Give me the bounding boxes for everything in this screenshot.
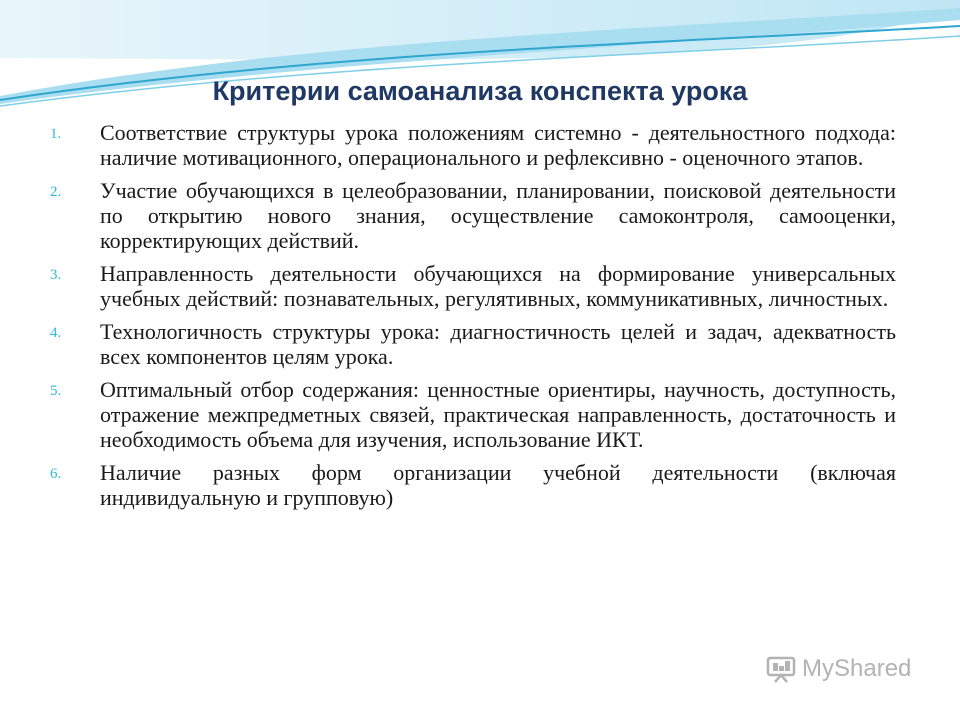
item-text: Наличие разных форм организации учебной деятельности (включая индивидуальную и групповую) [100,460,896,510]
item-text: Участие обучающихся в целеобразовании, планировании, поисковой деятельности по открытию нового знания, осуществление самоконтроля, самооценки, корректирующих действий. [100,178,896,253]
watermark-text: MyShared [802,655,912,682]
presentation-board-icon [766,655,796,683]
criteria-list [50,120,896,518]
item-number: 1. [50,126,62,142]
item-text: Технологичность структуры урока: диагностичность целей и задач, адекватность всех компонентов целям урока. [100,319,896,369]
item-text: Направленность деятельности обучающихся на формирование универсальных учебных действий: познавательных, регулятивных, коммуникативных, личностных. [100,261,896,311]
item-text: Соответствие структуры урока положениям системно - деятельностного подхода: наличие мотивационного, операционального и рефлексивно - оценочного этапов. [100,120,896,170]
item-number: 4. [50,325,62,341]
criteria-item [50,377,896,452]
criteria-item [50,261,896,311]
watermark [766,655,911,683]
item-number: 5. [50,383,62,399]
item-number: 3. [50,267,62,283]
item-text: Оптимальный отбор содержания: ценностные ориентиры, научность, доступность, отражение межпредметных связей, практическая направленность, достаточность и необходимость объема для изучения, использование ИКТ. [100,377,896,452]
slide-title: Критерии самоанализа конспекта урока [212,76,748,106]
criteria-item [50,178,896,253]
item-number: 2. [50,184,62,200]
criteria-item [50,460,896,510]
criteria-item [50,319,896,369]
item-number: 6. [50,466,62,482]
criteria-item [50,120,896,170]
